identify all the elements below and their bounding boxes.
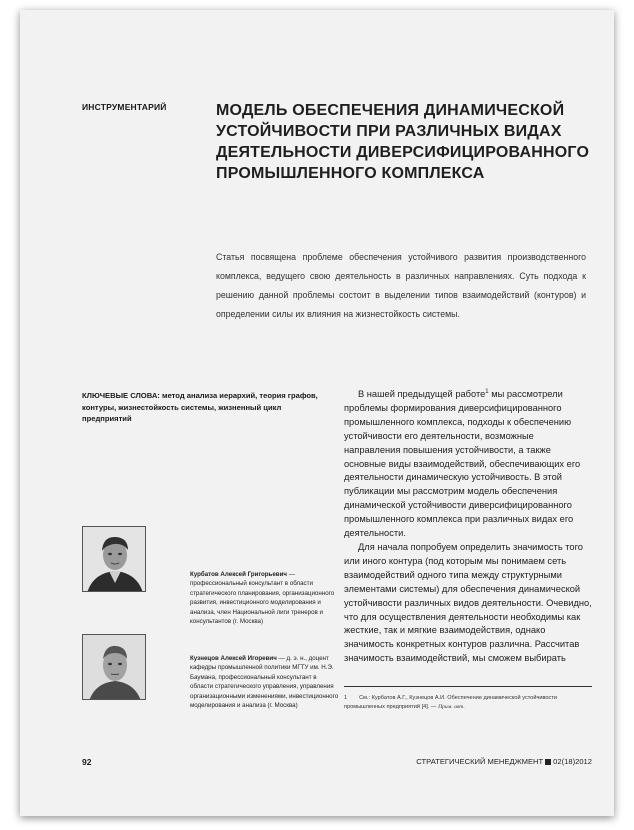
author-bio — [190, 570, 340, 626]
footnote-text: См.: Курбатов А.Г., Кузнецов А.И. Обеспечение динамической устойчивости промышленных предприятий [4]. — — [344, 695, 558, 710]
square-bullet-icon — [545, 759, 551, 765]
author-description: — д. э. н., доцент кафедры промышленной политики МГТУ им. Н.Э. Баумана, профессиональный консультант в области стратегического управления, управления организационными изменениями, инвестиционного моделирования и анализа (г. Москва) — [190, 655, 339, 710]
body-paragraph: Для начала попробуем определить значимость того или иного контура (под которым мы понимаем сеть взаимодействий одного типа между структурными элементами системы) для обеспечения динамической устойчивости различных видов деятельности. Очевидно, что для осуществления деятельности необходимы как жесткие, так и мягкие взаимодействия, однако значимость конкретных контуров различна. Рассчитав значимость взаимодействий, мы сможем выбирать — [344, 541, 592, 664]
footnote-number: 1 — [344, 695, 348, 701]
footnote-note: Прим. авт. — [438, 703, 465, 710]
footnote — [344, 694, 592, 711]
body-text: мы рассмотрели проблемы формирования диверсифицированного промышленного комплекса, подходы к обеспечению устойчивости его деятельности, возможные направления повышения устойчивости, а также основные виды взаимодействий, обеспечивающих его деятельности динамическую устойчивость. В этой публикации мы рассмотрим модель обеспечения динамической устойчивости диверсифицированного промышленного комплекса при различных видах его деятельности. — [344, 389, 581, 539]
article-title — [216, 100, 596, 184]
author-bio — [190, 654, 340, 710]
author-name: Кузнецов Алексей Игоревич — [190, 655, 277, 662]
body-text: В нашей предыдущей работе — [358, 389, 486, 399]
section-label: ИНСТРУМЕНТАРИЙ — [82, 102, 167, 112]
journal-name: СТРАТЕГИЧЕСКИЙ МЕНЕДЖМЕНТ — [416, 757, 544, 766]
author-description: — профессиональный консультант в области стратегического планирования, организационного развития, инвестиционного моделирования и анализа, член Национальной лиги тренеров и консультантов (г. Москва) — [190, 571, 335, 626]
body-paragraph — [344, 388, 592, 541]
title-line: ДЕЯТЕЛЬНОСТИ ДИВЕРСИФИЦИРОВАННОГО — [216, 144, 590, 161]
journal-footer — [416, 757, 592, 766]
page-number: 92 — [82, 757, 92, 767]
author-photo — [82, 526, 146, 592]
footnote-divider — [344, 686, 592, 687]
portrait-image — [83, 635, 146, 700]
article-body — [344, 388, 592, 666]
title-line: ПРОМЫШЛЕННОГО КОМПЛЕКСА — [216, 165, 485, 182]
title-line: МОДЕЛЬ ОБЕСПЕЧЕНИЯ ДИНАМИЧЕСКОЙ — [216, 102, 565, 119]
author-photo — [82, 634, 146, 700]
article-abstract: Статья посвящена проблеме обеспечения устойчивого развития производственного комплекса, ведущего свою деятельность в различных направлениях. Суть подхода к решению данной проблемы состоит в выделении типов взаимодействий (контуров) и определении силы их влияния на жизнестойкость системы. — [216, 252, 586, 319]
portrait-image — [83, 527, 146, 592]
author-name: Курбатов Алексей Григорьевич — [190, 571, 287, 578]
keywords: КЛЮЧЕВЫЕ СЛОВА: метод анализа иерархий, теория графов, контуры, жизнестойкость системы, жизненный цикл предприятий — [82, 391, 318, 423]
title-line: УСТОЙЧИВОСТИ ПРИ РАЗЛИЧНЫХ ВИДАХ — [216, 123, 562, 140]
journal-issue: 02(18)2012 — [553, 757, 592, 766]
journal-page — [20, 10, 614, 816]
footnote-ref: 1 — [485, 388, 489, 395]
